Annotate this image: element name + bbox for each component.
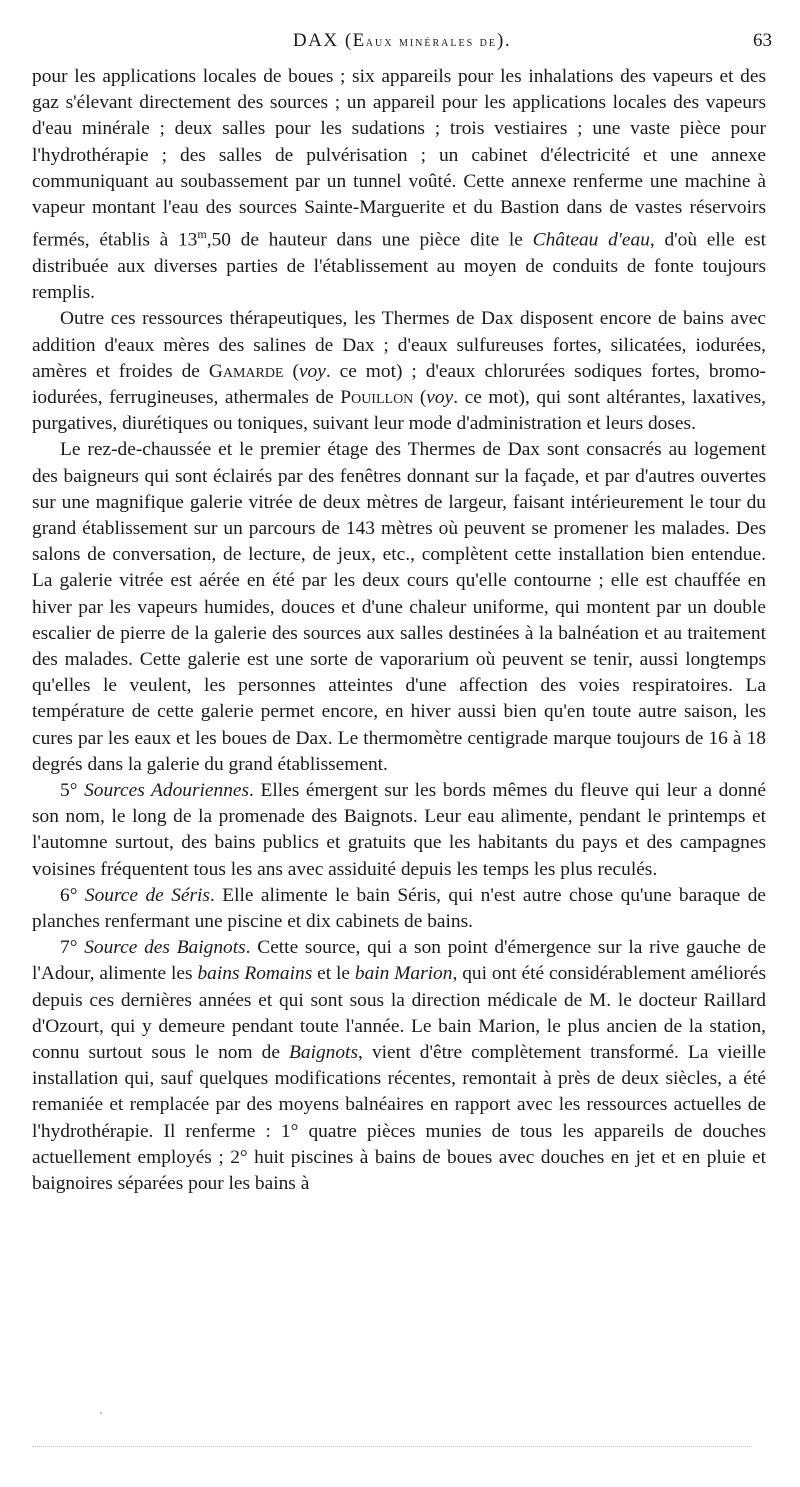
paragraph-1-text-a: pour les applications locales de boues ; six appareils pour les inhalations des vapeurs et des gaz s'élevant directement des sources ; un appareil pour les applications locales des vapeurs d'eau minérale ; deux salles pour les sudations ; trois vestiaires ; une vaste pièce pour l'hydrothérapie ; des salles de pulvérisation ; un cabinet d'électricité et une annexe communiquant au soubassement par un tunnel voûté. Cette annexe renferme une machine à vapeur montant l'eau des sources Sainte-Marguerite et du Bastion dans de vastes réservoirs fermés, établis à 13 [32, 66, 766, 251]
source-baignots-text-d: , vient d'être complètement transformé. La vieille installation qui, sauf quelques modifications récentes, remontait à près de deux siècles, a été remaniée et remplacée par des moyens balnéaires en rapport avec les ressources actuelles de l'hydrothérapie. Il renferme : 1° quatre pièces munies de tous les appareils de douches actuellement employés ; 2° huit piscines à bains de boues avec douches en jet et en pluie et baignoires séparées pour les bains à [32, 1041, 766, 1194]
paragraph-2-text-c: . ce mot) ; d'eaux chlorurées sodiques fortes, bromo-iodurées, ferrugineuses, athermales de [32, 360, 766, 408]
paragraph-source-baignots [32, 935, 766, 1197]
paragraph-2-text-e: . ce mot), qui sont altérantes, laxatives, purgatives, diurétiques ou toniques, suivant leur mode d'administration et leurs doses. [32, 386, 766, 435]
running-title-smallcaps: aux minérales de [365, 35, 497, 50]
section-number-6: 6° [60, 884, 85, 906]
paragraph-3: Le rez-de-chaussée et le premier étage des Thermes de Dax sont consacrés au logement des baigneurs qui sont éclairés par des fenêtres donnant sur la façade, et par d'autres ouvertes sur une magnifique galerie vitrée de deux mètres de largeur, faisant intérieurement le tour du grand établissement sur un parcours de 143 mètres où peuvent se promener les malades. Des salons de conversation, de lecture, de jeux, etc., complètent cette installation bien entendue. La galerie vitrée est aérée en été par les deux cours qu'elle contourne ; elle est chauffée en hiver par les vapeurs humides, douces et d'une chaleur uniforme, qui montent par un double escalier de pierre de la galerie des sources aux salles destinées à la balnéation et au traitement des malades. Cette galerie est une sorte de vaporarium où peuvent se tenir, aussi longtemps qu'elles le veulent, les personnes atteintes d'une affection des voies respiratoires. La température de cette galerie permet encore, en hiver aussi bien qu'en toute autre saison, les cures par les eaux et les boues de Dax. Le thermomètre centigrade marque toujours de 16 à 18 degrés dans la galerie du grand établissement. [32, 439, 766, 775]
scan-speck [100, 1412, 102, 1414]
paragraph-source-seris [32, 883, 766, 935]
paragraph-2-text-a: Outre ces ressources thérapeutiques, les Thermes de Dax disposent encore de bains avec addition d'eaux mères des salines de Dax ; d'eaux sulfureuses fortes, silicatées, iodurées, amères et froides de [32, 308, 766, 382]
voy-italic-1: voy [298, 360, 326, 382]
paragraph-sources-adouriennes [32, 778, 766, 883]
paragraph-2 [32, 306, 766, 437]
baignots-italic: Baignots [289, 1041, 358, 1063]
running-title-main: DAX (E [292, 30, 366, 51]
paragraph-1-text-b: ,50 de hauteur dans une pièce dite le [206, 229, 533, 251]
paragraph-1-text-c: , d'où elle est distribuée aux diverses parties de l'établissement au moyen de conduits de fonte toujours remplis. [32, 229, 767, 304]
pouillon-smallcaps: Pouillon [340, 386, 414, 408]
chateau-deau-italic: Château d'eau [532, 229, 650, 251]
bleed-through-line [32, 1446, 752, 1449]
page-header [32, 30, 772, 60]
paragraph-2-text-b: ( [283, 360, 299, 382]
gamarde-smallcaps: Gamarde [208, 360, 284, 382]
voy-italic-2: voy [426, 386, 454, 408]
bain-marion-italic: bain Marion [354, 963, 453, 985]
source-baignots-text-a: . Cette source, qui a son point d'émergence sur la rive gauche de l'Adour, alimente les [32, 937, 766, 985]
paragraph-1-superscript: m [197, 227, 207, 242]
source-seris-text: . Elle alimente le bain Séris, qui n'est autre chose qu'une baraque de planches renfermant une piscine et dix cabinets de bains. [32, 884, 767, 932]
source-seris-heading: Source de Séris [84, 884, 210, 906]
sources-adouriennes-heading: Sources Adouriennes [84, 779, 250, 801]
source-baignots-text-c: , qui ont été considérablement améliorés depuis ces dernières années et qui sont sous la direction médicale de M. le docteur Raillard d'Ozourt, qui y demeure pendant toute l'année. Le bain Marion, le plus ancien de la station, connu surtout sous le nom de [32, 963, 767, 1063]
paragraph-2-text-d: ( [413, 386, 427, 408]
section-number-7: 7° [60, 937, 85, 959]
paragraph-1 [32, 64, 766, 306]
page-number: 63 [753, 30, 772, 51]
page-body [32, 64, 766, 1197]
sources-adouriennes-text: . Elles émergent sur les bords mêmes du fleuve qui leur a donné son nom, le long de la promenade des Baignots. Leur eau alimente, pendant le printemps et l'automne surtout, des bains publics et gratuits que les habitants du pays et des campagnes voisines fréquentent tous les ans avec assiduité depuis les temps les plus reculés. [32, 779, 766, 880]
section-number-5: 5° [60, 779, 85, 801]
running-title-end: ). [497, 30, 512, 51]
running-title [32, 30, 772, 52]
bains-romains-italic: bains Romains [197, 963, 313, 985]
source-baignots-heading: Source des Baignots [84, 937, 246, 959]
source-baignots-text-b: et le [312, 963, 355, 985]
